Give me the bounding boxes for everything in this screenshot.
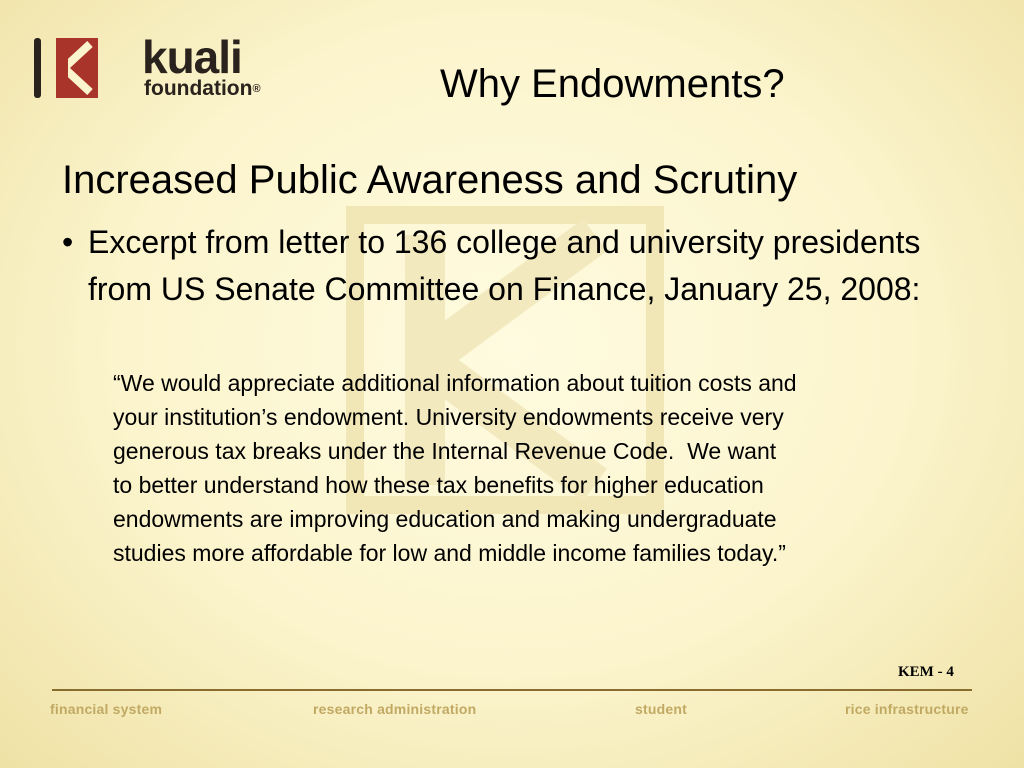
quote-line: “We would appreciate additional information about tuition costs and (113, 370, 797, 396)
quote-line: to better understand how these tax benefits for higher education (113, 472, 764, 498)
bullet-text: Excerpt from letter to 136 college and university presidents from US Senate Committee on Finance, January 25, 2008: (88, 224, 921, 307)
footer-link-financial-system[interactable]: financial system (50, 701, 163, 717)
footer-link-rice-infrastructure[interactable]: rice infrastructure (845, 701, 969, 717)
bullet-point (62, 219, 962, 313)
kuali-foundation-logo (34, 31, 284, 100)
slide-number: KEM - 4 (898, 664, 954, 680)
quote-line: your institution’s endowment. University endowments receive very (113, 404, 784, 430)
logo-subtitle: foundation® (144, 77, 261, 100)
quote-line: endowments are improving education and making undergraduate (113, 506, 777, 532)
registered-mark: ® (252, 83, 261, 95)
footer-divider (52, 689, 972, 691)
kuali-k-icon (34, 34, 104, 100)
bullet-icon: • (62, 224, 74, 260)
logo-wordmark: kuali (142, 31, 242, 83)
slide-title: Why Endowments? (440, 62, 785, 106)
slide-heading: Increased Public Awareness and Scrutiny (62, 158, 798, 202)
quote-block (113, 366, 973, 570)
footer-link-research-administration[interactable]: research administration (313, 701, 477, 717)
quote-line: studies more affordable for low and middle income families today.” (113, 540, 786, 566)
footer-link-student[interactable]: student (635, 701, 687, 717)
quote-line: generous tax breaks under the Internal Revenue Code. We want (113, 438, 777, 464)
